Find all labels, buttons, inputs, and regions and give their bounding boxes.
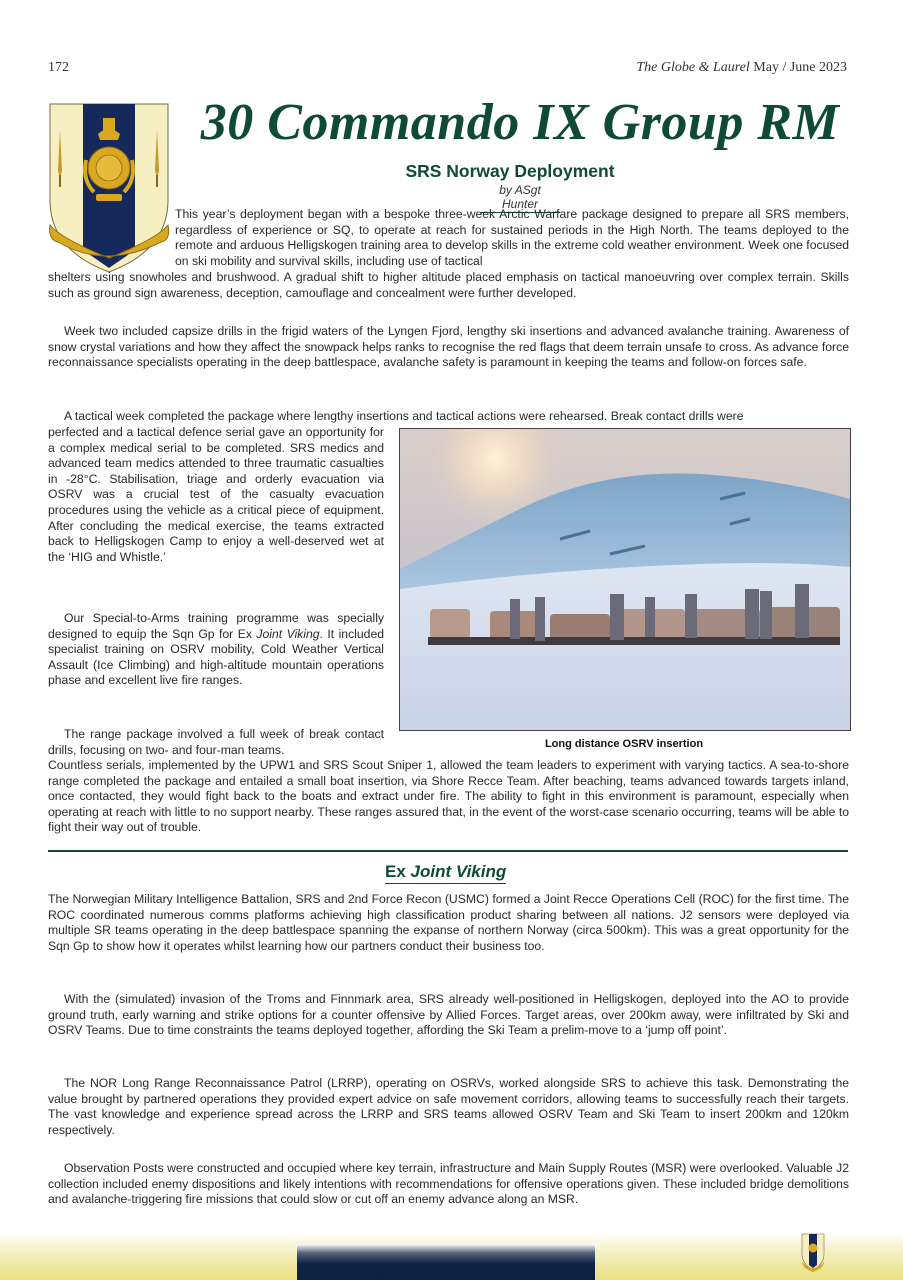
publication-name: The Globe & Laurel [636,60,750,75]
paragraph-lrrp: The NOR Long Range Reconnaissance Patrol (LRRP), operating on OSRVs, worked alongside SRS to achieve this task. Demonstrating the value brought by partnered operations they provided expert advice on safe movement corridors, allowing teams to successfully reach their targets. The vast knowledge and experience spread across the LRRP and SRS teams allowed OSRV Team and Ski Team to insert 200km and 120km respectively. [48,1076,849,1137]
paragraph-intro-continued: shelters using snowholes and brushwood. A gradual shift to higher altitude placed emphasis on tactical manoeuvring over complex terrain. Skills such as ground sign awareness, deception, camouflage and concealment were further developed. [48,270,849,300]
article-subheading: SRS Norway Deployment [405,161,615,181]
section-divider [48,850,848,852]
snowmobile-convoy-image [400,429,850,730]
section-heading-joint-viking: Ex Joint Viking [385,862,506,884]
paragraph-special-to-arms: Our Special-to-Arms training programme was specially designed to equip the Sqn Gp for Ex Joint Viking. It included specialist training on OSRV mobility, Cold Weather Vertical Assault (Ice Climbing) and high-altitude mountain operations phase and excellent live fire ranges. [48,611,384,688]
paragraph-intro-wrap [175,207,849,269]
page-number: 172 [48,60,69,75]
issue-date: May / June 2023 [753,60,847,75]
paragraph-range-package: The range package involved a full week of break contact drills, focusing on two- and four-man teams. [48,727,384,757]
paragraph-simulated-invasion: With the (simulated) invasion of the Troms and Finnmark area, SRS already well-positioned in Helligskogen, deployed into the AO to provide ground truth, early warning and strike options for a counter offensive by Allied Forces. Target areas, over 200km away, were infiltrated by Ski and OSRV Teams. Due to time constraints the teams deployed together, affording the Ski Team a prelim-move to a ‘jump off point’. [48,992,849,1038]
commando-crest-icon [46,100,176,280]
osrv-insertion-photo [399,428,851,731]
paragraph-tactical-week: perfected and a tactical defence serial gave an opportunity for a complex medical serial to be completed. SRS medics and advanced team medics attended to three traumatic casualties in -28°C. Stabilisation, triage and orderly evacuation via OSRV was a crucial test of the casualty evacuation procedures using the vehicle as a critical piece of equipment. After concluding the medical exercise, the teams extracted back to Helligskogen Camp to enjoy a well-deserved wet at the ‘HIG and Whistle.’ [48,425,384,564]
running-head [636,60,847,76]
paragraph-observation-posts: Observation Posts were constructed and occupied where key terrain, infrastructure and Main Supply Routes (MSR) were overlooked. Valuable J2 collection included enemy dispositions and likely intentions with recommendations for offensive operations given. These included bridge demolitions and avalanche-triggering fire missions that could slow or cut off an enemy advance along an MSR. [48,1161,849,1207]
paragraph-intro-text: This year’s deployment began with a bespoke three-week Arctic Warfare package designed to prepare all SRS members, regardless of experience or SQ, to operate at reach for sustained periods in the High North. The teams deployed to the remote and arduous Helligskogen training area to develop skills in the extreme cold weather environment. Week one focused on ski mobility and survival skills, including use of tactical [175,207,849,268]
footer-crest-icon [800,1232,826,1274]
paragraph-range-package-continued: Countless serials, implemented by the UPW1 and SRS Scout Sniper 1, allowed the team leaders to experiment with varying tactics. A sea-to-shore range completed the package and entailed a small boat insertion, via Shore Recce Team. After beaching, teams advanced towards targets inland, once contacted, they would fight back to the boats and extract under fire. The ability to fight in this environment is paramount, especially when operating at reach with little to no support nearby. These ranges assured that, in the event of the worst-case scenario occurring, teams will be able to fight their way out of trouble. [48,758,849,835]
footer-navy-block [297,1244,595,1280]
paragraph-week-two: Week two included capsize drills in the frigid waters of the Lyngen Fjord, lengthy ski insertions and advanced avalanche training. Awareness of snow crystal variations and how they affect the snowpack helps ranks to recognise the red flags that deem terrain unsafe to cross. As advance force reconnaissance specialists operating in the deep battlespace, avalanche safety is paramount in keeping the teams and follow-on forces safe. [48,324,849,370]
page-title: 30 Commando IX Group RM [200,94,840,151]
article-byline: by ASgt Hunter [480,183,560,213]
paragraph-tactical-week-lead: A tactical week completed the package where lengthy insertions and tactical actions were rehearsed. Break contact drills were [64,409,744,423]
paragraph-joint-viking-intro: The Norwegian Military Intelligence Battalion, SRS and 2nd Force Recon (USMC) formed a Joint Recce Operations Cell (ROC) for the first time. The ROC coordinated numerous comms platforms achieving high classification product sharing between all nations. J2 sensors were deployed via multiple SR teams operating in the deep battlespace spanning the expanse of northern Norway (circa 500km). This was a great opportunity for the Sqn Gp to show how it operates whilst learning how our partners conduct their business too. [48,892,849,953]
photo-caption: Long distance OSRV insertion [544,738,704,750]
